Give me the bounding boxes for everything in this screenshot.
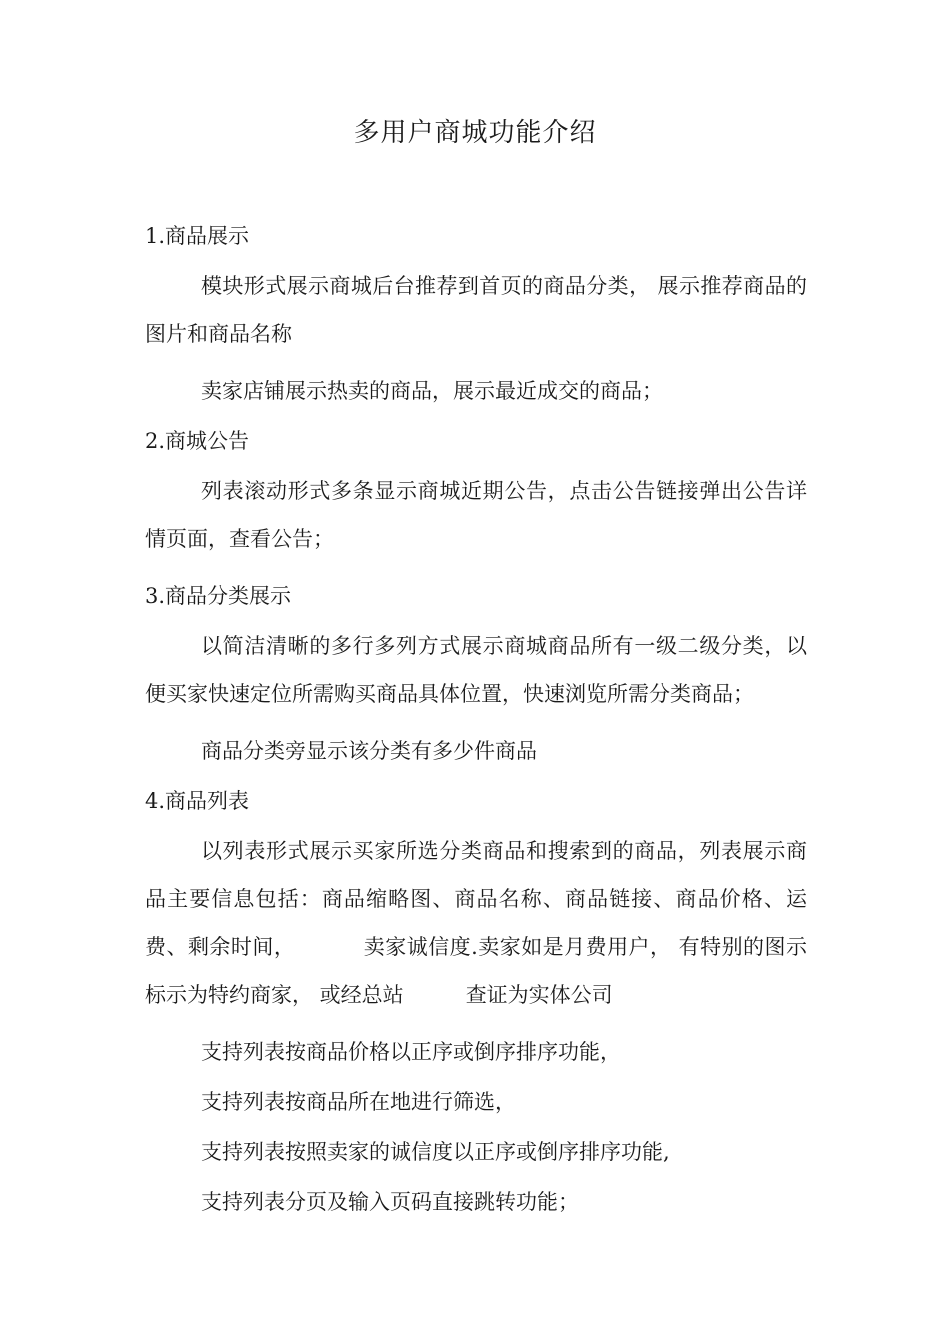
section-heading-1: 1.商品展示: [145, 224, 250, 248]
section-4-paragraph-2: 支持列表按商品价格以正序或倒序排序功能，: [201, 1040, 621, 1064]
section-3-paragraph-2: 商品分类旁显示该分类有多少件商品: [201, 739, 537, 763]
section-4-paragraph-4: 支持列表按照卖家的诚信度以正序或倒序排序功能,: [201, 1140, 670, 1164]
section-heading-4: 4.商品列表: [145, 789, 250, 813]
section-4-paragraph-1-part-1: 以列表形式展示买家所选分类商品和搜索到的商品，列表展示商品主要信息包括：商品缩略图、商品名称、商品链接、商品价格、运费、剩余时间，: [145, 839, 807, 959]
section-heading-2: 2.商城公告: [145, 429, 250, 453]
section-3-paragraph-1: 以简洁清晰的多行多列方式展示商城商品所有一级二级分类，以便买家快速定位所需购买商品具体位置，快速浏览所需分类商品；: [145, 634, 807, 706]
section-1-paragraph-2: 卖家店铺展示热卖的商品，展示最近成交的商品；: [201, 379, 663, 403]
document-body: [145, 219, 807, 1235]
section-4-paragraph-1-part-3: 查证为实体公司: [465, 983, 613, 1007]
section-1-paragraph-1: 模块形式展示商城后台推荐到首页的商品分类， 展示推荐商品的图片和商品名称: [145, 274, 807, 346]
section-4-paragraph-5: 支持列表分页及输入页码直接跳转功能；: [201, 1190, 579, 1214]
section-4-paragraph-3: 支持列表按商品所在地进行筛选，: [201, 1090, 516, 1114]
document-title: 多用户商城功能介绍: [353, 118, 597, 148]
section-4-paragraph-1: [145, 827, 807, 1019]
section-heading-3: 3.商品分类展示: [145, 584, 292, 608]
section-4-paragraph-1-part-2: 卖家诚信度.卖家如是月费用户， 有特别的图示标示为特约商家， 或经总站: [145, 935, 807, 1007]
section-2-paragraph-1: 列表滚动形式多条显示商城近期公告，点击公告链接弹出公告详情页面，查看公告；: [145, 479, 807, 551]
